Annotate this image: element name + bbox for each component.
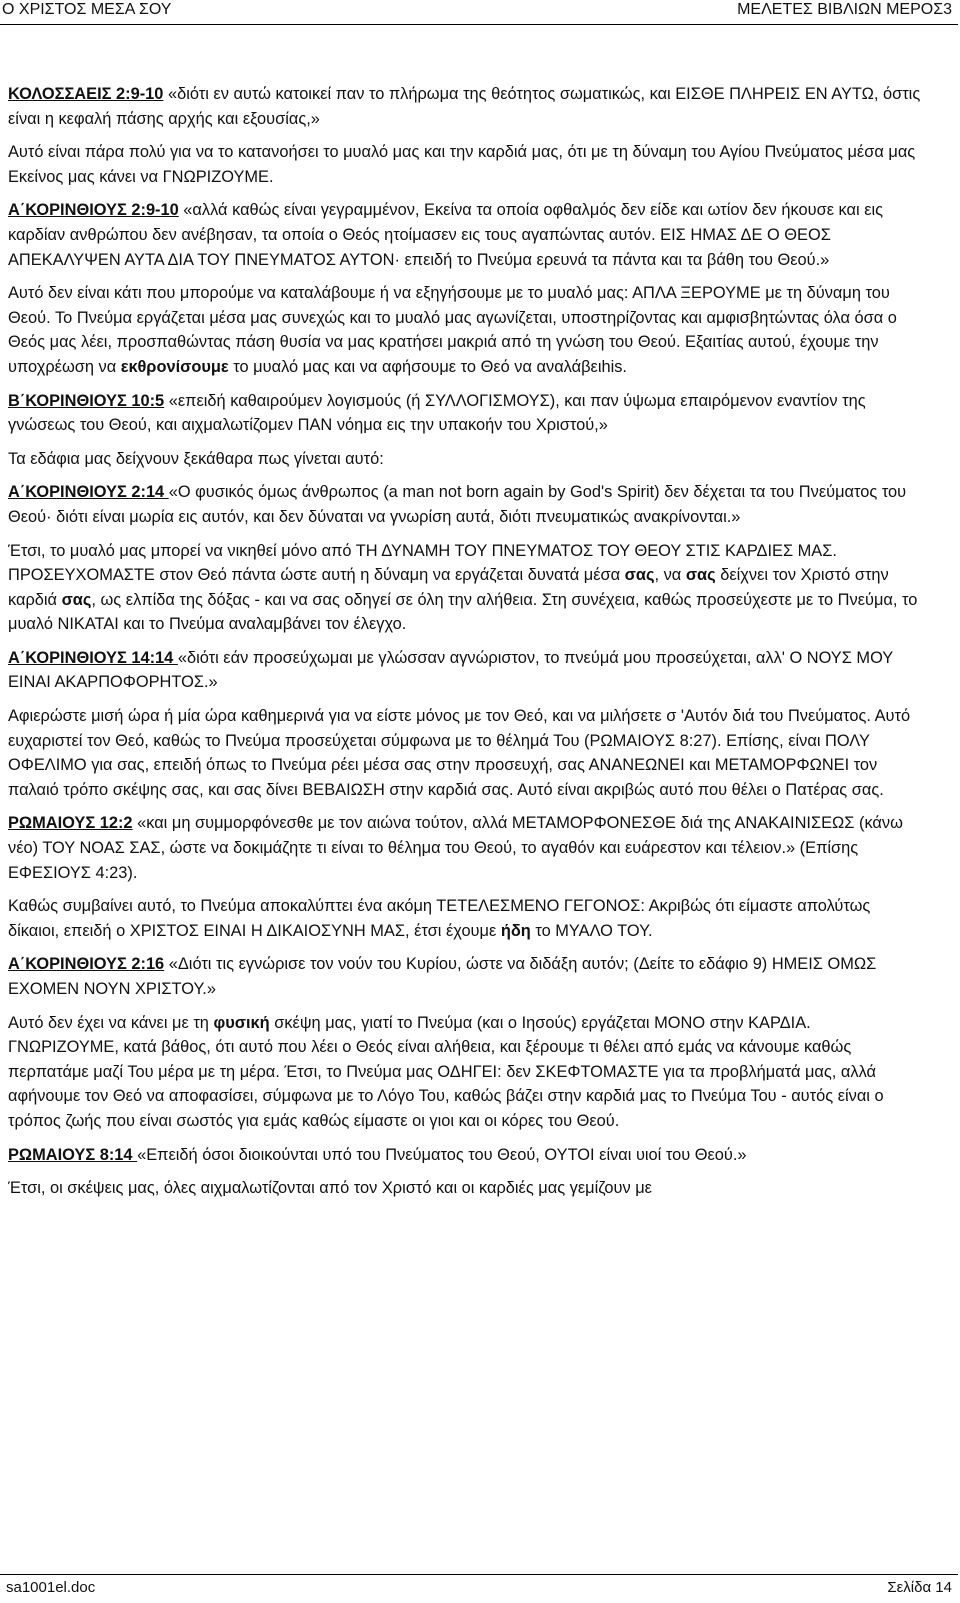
emphasis-text: σας [624, 566, 655, 585]
scripture-reference: ΡΩΜΑΙΟΥΣ 12:2 [8, 814, 133, 833]
paragraph-8 [8, 539, 926, 637]
paragraph-text: «Επειδή όσοι διοικούνται υπό του Πνεύματος του Θεού, ΟΥΤΟΙ είναι υιοί του Θεού.» [137, 1145, 747, 1164]
scripture-reference: Α΄ΚΟΡΙΝΘΙΟΥΣ 2:14 [8, 483, 169, 502]
paragraph-text: «Διότι τις εγνώρισε τον νούν του Κυρίου, ώστε να διδάξη αυτόν; (Δείτε το εδάφιο 9) ΗΜΕΙΣ ΟΜΩΣ ΕΧΟΜΕΝ ΝΟΥΝ ΧΡΙΣΤΟΥ.» [8, 955, 877, 998]
scripture-reference: Α΄ΚΟΡΙΝΘΙΟΥΣ 14:14 [8, 648, 178, 667]
header-title-left: Ο ΧΡΙΣΤΟΣ ΜΕΣΑ ΣΟΥ [2, 1, 172, 18]
paragraph-text: Καθώς συμβαίνει αυτό, το Πνεύμα αποκαλύπτει ένα ακόμη ΤΕΤΕΛΕΣΜΕΝΟ ΓΕΓΟΝΟΣ: Ακριβώς ότι είμαστε απολύτως δίκαιοι, επειδή ο ΧΡΙΣΤΟΣ ΕΙΝΑΙ Η ΔΙΚΑΙΟΣΥΝΗ ΜΑΣ, έτσι έχουμε [8, 897, 871, 940]
paragraph-9 [8, 646, 926, 695]
paragraph-text: δείχνει τον Χριστό στην καρδιά [8, 566, 889, 609]
paragraph-text: το μυαλό μας και να αφήσουμε το Θεό να αναλάβειhis. [228, 357, 627, 376]
page-footer [0, 1578, 960, 1600]
paragraph-text: «και μη συμμορφόνεσθε με τον αιώνα τούτον, αλλά ΜΕΤΑΜΟΡΦΟΝΕΣΘΕ διά της ΑΝΑΚΑΙΝΙΣΕΩΣ (κάνω νέο) ΤΟΥ ΝΟΑΣ ΣΑΣ, ώστε να δοκιμάζητε τι είναι το θέλημα του Θεού, το αγαθόν και ευάρεστον και τέλειον.» (Επίσης ΕΦΕΣΙΟΥΣ 4:23). [8, 814, 903, 882]
paragraph-text: Αυτό είναι πάρα πολύ για να το κατανοήσει το μυαλό μας και την καρδιά μας, ότι με τη δύναμη του Αγίου Πνεύματος μέσα μας Εκείνος μας κάνει να ΓΝΩΡΙΖΟΥΜΕ. [8, 143, 916, 186]
emphasis-text: σας [685, 566, 716, 585]
paragraph-text: , να [654, 566, 686, 585]
emphasis-text: φυσική [213, 1013, 270, 1032]
paragraph-1 [8, 82, 926, 131]
page-header [0, 0, 960, 22]
paragraph-10 [8, 704, 926, 802]
paragraph-text: «επειδή καθαιρούμεν λογισμούς (ή ΣΥΛΛΟΓΙΣΜΟΥΣ), και παν ύψωμα επαιρόμενον εναντίον της γνώσεως του Θεού, και αιχμαλωτίζομεν ΠΑΝ νόημα εις την υπακοήν του Χριστού,» [8, 391, 866, 435]
paragraph-text: «διότι εν αυτώ κατοικεί παν το πλήρωμα της θεότητος σωματικώς, και ΕΙΣΘΕ ΠΛΗΡΕΙΣ ΕΝ ΑΥΤΩ, όστις είναι η κεφαλή πάσης αρχής και εξουσίας,» [8, 85, 921, 128]
scripture-reference: Α΄ΚΟΡΙΝΘΙΟΥΣ 2:9-10 [8, 201, 179, 220]
footer-page-number: Σελίδα 14 [887, 1579, 952, 1596]
scripture-reference: Β΄ΚΟΡΙΝΘΙΟΥΣ 10:5 [8, 391, 165, 410]
scripture-reference: ΚΟΛΟΣΣΑΕΙΣ 2:9-10 [8, 85, 164, 103]
paragraph-text: «αλλά καθώς είναι γεγραμμένον, Εκείνα τα οποία οφθαλμός δεν είδε και ωτίον δεν ήκουσε και εις καρδίαν ανθρώπου δεν ανέβησαν, τα οποία ο Θεός ητοίμασεν εις τους αγαπώντας αυτόν. ΕΙΣ ΗΜΑΣ ΔΕ Ο ΘΕΟΣ ΑΠΕΚΑΛΥΨΕΝ ΑΥΤΑ ΔΙΑ ΤΟΥ ΠΝΕΥΜΑΤΟΣ ΑΥΤΟΝ· επειδή το Πνεύμα ερευνά τα πάντα και τα βάθη του Θεού.» [8, 201, 884, 269]
paragraph-text: Αυτό δεν έχει να κάνει με τη [8, 1013, 214, 1032]
scripture-reference: Α΄ΚΟΡΙΝΘΙΟΥΣ 2:16 [8, 955, 165, 974]
paragraph-3 [8, 198, 926, 272]
paragraph-13 [8, 952, 926, 1001]
paragraph-6 [8, 447, 926, 472]
footer-filename: sa1001el.doc [6, 1579, 96, 1596]
paragraph-text: Τα εδάφια μας δείχνουν ξεκάθαρα πως γίνεται αυτό: [8, 449, 384, 468]
header-title-right: ΜΕΛΕΤΕΣ ΒΙΒΛΙΩΝ ΜΕΡΟΣ3 [737, 1, 952, 18]
emphasis-text: εκθρονίσουμε [120, 357, 229, 376]
paragraph-text: «διότι εάν προσεύχωμαι με γλώσσαν αγνώριστον, το πνεύμά μου προσεύχεται, αλλ' Ο ΝΟΥΣ ΜΟΥ ΕΙΝΑΙ ΑΚΑΡΠΟΦΟΡΗΤΟΣ.» [8, 648, 893, 692]
paragraph-text: το ΜΥΑΛΟ ΤΟΥ. [530, 921, 653, 940]
paragraph-text: Έτσι, το μυαλό μας μπορεί να νικηθεί μόνο από ΤΗ ΔΥΝΑΜΗ ΤΟΥ ΠΝΕΥΜΑΤΟΣ ΤΟΥ ΘΕΟΥ ΣΤΙΣ ΚΑΡΔΙΕΣ ΜΑΣ. ΠΡΟΣΕΥΧΟΜΑΣΤΕ στον Θεό πάντα ώστε αυτή η δύναμη να εργάζεται δυνατά μέσα [8, 541, 837, 585]
paragraph-4 [8, 281, 926, 379]
paragraph-text: Αυτό δεν είναι κάτι που μπορούμε να καταλάβουμε ή να εξηγήσουμε με το μυαλό μας: ΑΠΛΑ ΞΕΡΟΥΜΕ με τη δύναμη του Θεού. Το Πνεύμα εργάζεται μέσα μας συνεχώς και το μυαλό μας αγωνίζεται, υποστηρίζοντας και αμφισβητώντας όλα όσα ο Θεός μας λέει, προσπαθώντας πάση θυσία να μας κρατήσει μακριά από τη γνώση του Θεού. Εξαιτίας αυτού, έχουμε την υποχρέωση να [8, 284, 897, 376]
paragraph-16 [8, 1176, 926, 1201]
paragraph-text: σκέψη μας, γιατί το Πνεύμα (και ο Ιησούς) εργάζεται ΜΟΝΟ στην ΚΑΡΔΙΑ. ΓΝΩΡΙΖΟΥΜΕ, κατά βάθος, ότι αυτό που λέει ο Θεός είναι αλήθεια, και ξέρουμε τι θέλει από εμάς να κάνουμε καθώς περπατάμε μαζί Του μέρα με τη μέρα. Έτσι, το Πνεύμα μας ΟΔΗΓΕΙ: δεν ΣΚΕΦΤΟΜΑΣΤΕ για τα προβλήματά μας, αλλά αφήνουμε τον Θεό να αποφασίσει, σύμφωνα με το Λόγο Του, καθώς βάζει στην καρδιά μας το Πνεύμα Του - αυτός είναι ο τρόπος ζωής που είναι σωστός για εμάς καθώς είμαστε οι γιοι και οι κόρες του Θεού. [8, 1013, 884, 1130]
paragraph-text: , ως ελπίδα της δόξας - και να σας οδηγεί σε όλη την αλήθεια. Στη συνέχεια, καθώς προσεύχεστε με το Πνεύμα, το μυαλό ΝΙΚΑΤΑΙ και το Πνεύμα αναλαμβάνει τον έλεγχο. [8, 590, 918, 634]
paragraph-text: «Ο φυσικός όμως άνθρωπος (a man not born again by God's Spirit) δεν δέχεται τα του Πνεύματος του Θεού· διότι είναι μωρία εις αυτόν, και δεν δύναται να γνωρίση αυτά, διότι πνευματικώς ανακρίνονται.» [8, 483, 907, 526]
paragraph-11 [8, 811, 926, 885]
document-body [8, 82, 926, 1210]
paragraph-12 [8, 894, 926, 943]
paragraph-14 [8, 1011, 926, 1134]
paragraph-15 [8, 1143, 926, 1168]
paragraph-7 [8, 480, 926, 529]
paragraph-5 [8, 389, 926, 438]
emphasis-text: σας [61, 590, 92, 609]
footer-divider [0, 1574, 958, 1575]
scripture-reference: ΡΩΜΑΙΟΥΣ 8:14 [8, 1145, 138, 1164]
header-divider [0, 24, 958, 25]
paragraph-text: Αφιερώστε μισή ώρα ή μία ώρα καθημερινά για να είστε μόνος με τον Θεό, και να μιλήσετε σ 'Αυτόν διά του Πνεύματος. Αυτό ευχαριστεί τον Θεό, καθώς το Πνεύμα προσεύχεται σύμφωνα με το θέλημά Του (ΡΩΜΑΙΟΥΣ 8:27). Επίσης, είναι ΠΟΛΥ ΟΦΕΛΙΜΟ για σας, επειδή όπως το Πνεύμα ρέει μέσα σας στην προσευχή, σας ΑΝΑΝΕΩΝΕΙ και ΜΕΤΑΜΟΡΦΩΝΕΙ τον παλαιό τρόπο σκέψης σας, και σας δίνει ΒΕΒΑΙΩΣΗ στην καρδιά σας. Αυτό είναι ακριβώς αυτό που θέλει ο Πατέρας σας. [8, 707, 911, 799]
paragraph-text: Έτσι, οι σκέψεις μας, όλες αιχμαλωτίζονται από τον Χριστό και οι καρδιές μας γεμίζουν με [8, 1179, 652, 1198]
paragraph-2 [8, 140, 926, 189]
emphasis-text: ήδη [500, 921, 531, 940]
